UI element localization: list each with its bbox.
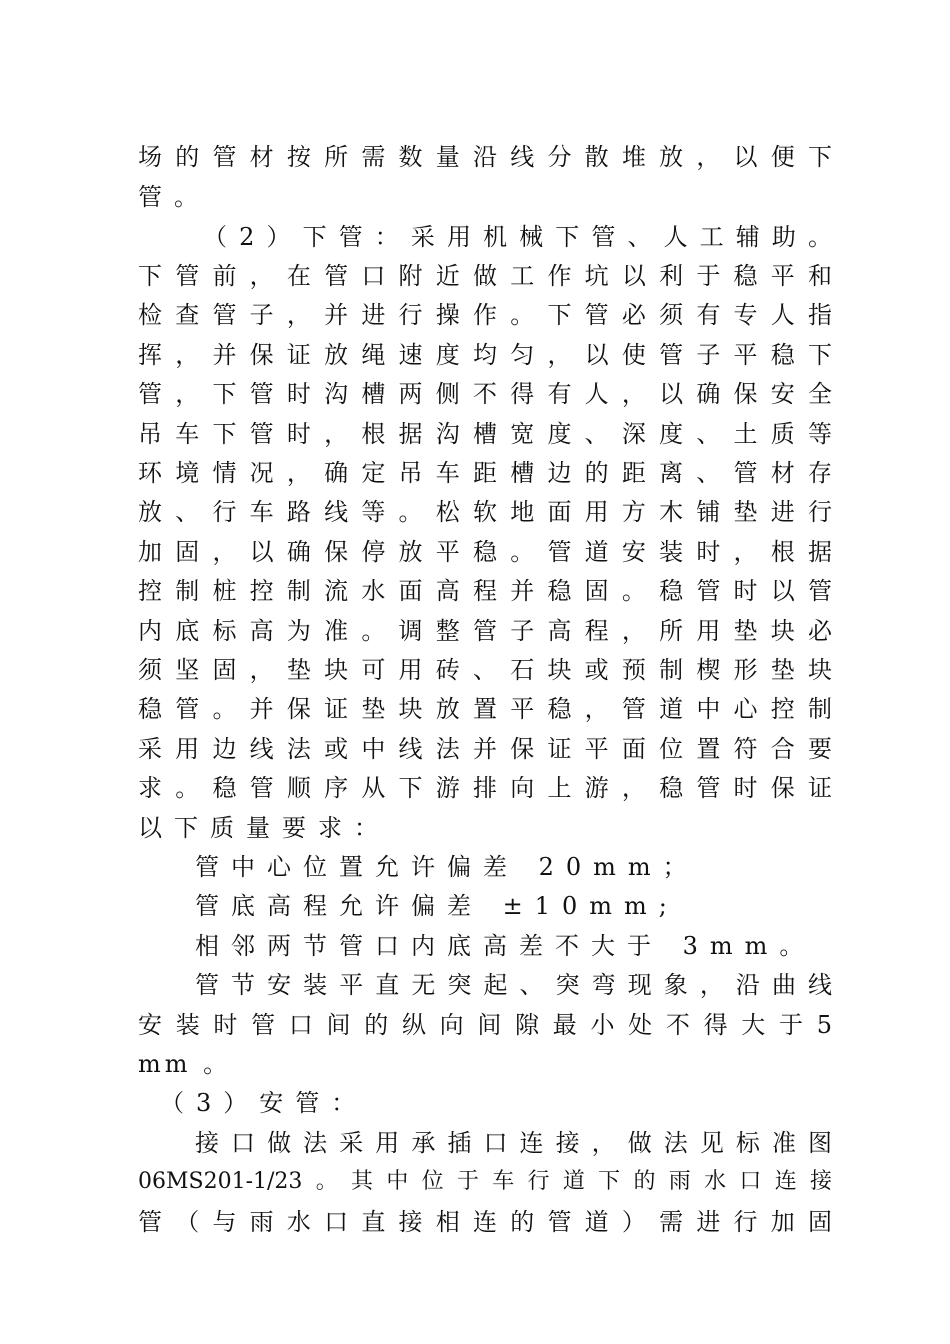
text-line: 稳管。并保证垫块放置平稳，管道中心控制 bbox=[138, 695, 832, 723]
text-line: 06MS201-1/23。其中位于车行道下的雨水口连接 bbox=[138, 1169, 832, 1194]
text-line: 内底标高为准。调整管子高程，所用垫块必 bbox=[138, 617, 832, 645]
text-line: 管，下管时沟槽两侧不得有人，以确保安全 bbox=[138, 380, 832, 408]
text-line: mm 。 bbox=[138, 1050, 232, 1078]
text-line: 以下质量要求： bbox=[138, 814, 390, 842]
text-line: 吊车下管时，根据沟槽宽度、深度、土质等 bbox=[138, 420, 832, 448]
text-line: 管中心位置允许偏差 20mm； bbox=[195, 853, 699, 881]
text-line: 安装时管口间的纵向间隙最小处不得大于5 bbox=[138, 1011, 832, 1039]
text-line: 场的管材按所需数量沿线分散堆放，以便下 bbox=[138, 143, 832, 171]
text-line: 管节安装平直无突起、突弯现象，沿曲线 bbox=[195, 971, 832, 999]
text-line: 环境情况，确定吊车距槽边的距离、管材存 bbox=[138, 459, 832, 487]
text-line: 相邻两节管口内底高差不大于 3mm。 bbox=[195, 932, 816, 960]
text-line: 控制桩控制流水面高程并稳固。稳管时以管 bbox=[138, 577, 832, 605]
text-line: 求。稳管顺序从下游排向上游，稳管时保证 bbox=[138, 774, 832, 802]
text-line: 管。 bbox=[138, 183, 210, 211]
text-line: （2）下管：采用机械下管、人工辅助。 bbox=[203, 223, 832, 251]
text-line: 采用边线法或中线法并保证平面位置符合要 bbox=[138, 735, 832, 763]
text-line: 加固，以确保停放平稳。管道安装时，根据 bbox=[138, 538, 832, 566]
text-line: 管（与雨水口直接相连的管道）需进行加固 bbox=[138, 1208, 832, 1236]
text-line: 挥，并保证放绳速度均匀，以使管子平稳下 bbox=[138, 341, 832, 369]
text-line: 须坚固，垫块可用砖、石块或预制楔形垫块 bbox=[138, 656, 832, 684]
text-line: （3）安管： bbox=[160, 1089, 368, 1117]
text-line: 下管前，在管口附近做工作坑以利于稳平和 bbox=[138, 262, 832, 290]
text-line: 管底高程允许偏差 ±10mm; bbox=[195, 892, 679, 920]
text-line: 放、行车路线等。松软地面用方木铺垫进行 bbox=[138, 498, 832, 526]
text-line: 接口做法采用承插口连接，做法见标准图 bbox=[195, 1129, 832, 1157]
text-line: 检查管子，并进行操作。下管必须有专人指 bbox=[138, 301, 832, 329]
